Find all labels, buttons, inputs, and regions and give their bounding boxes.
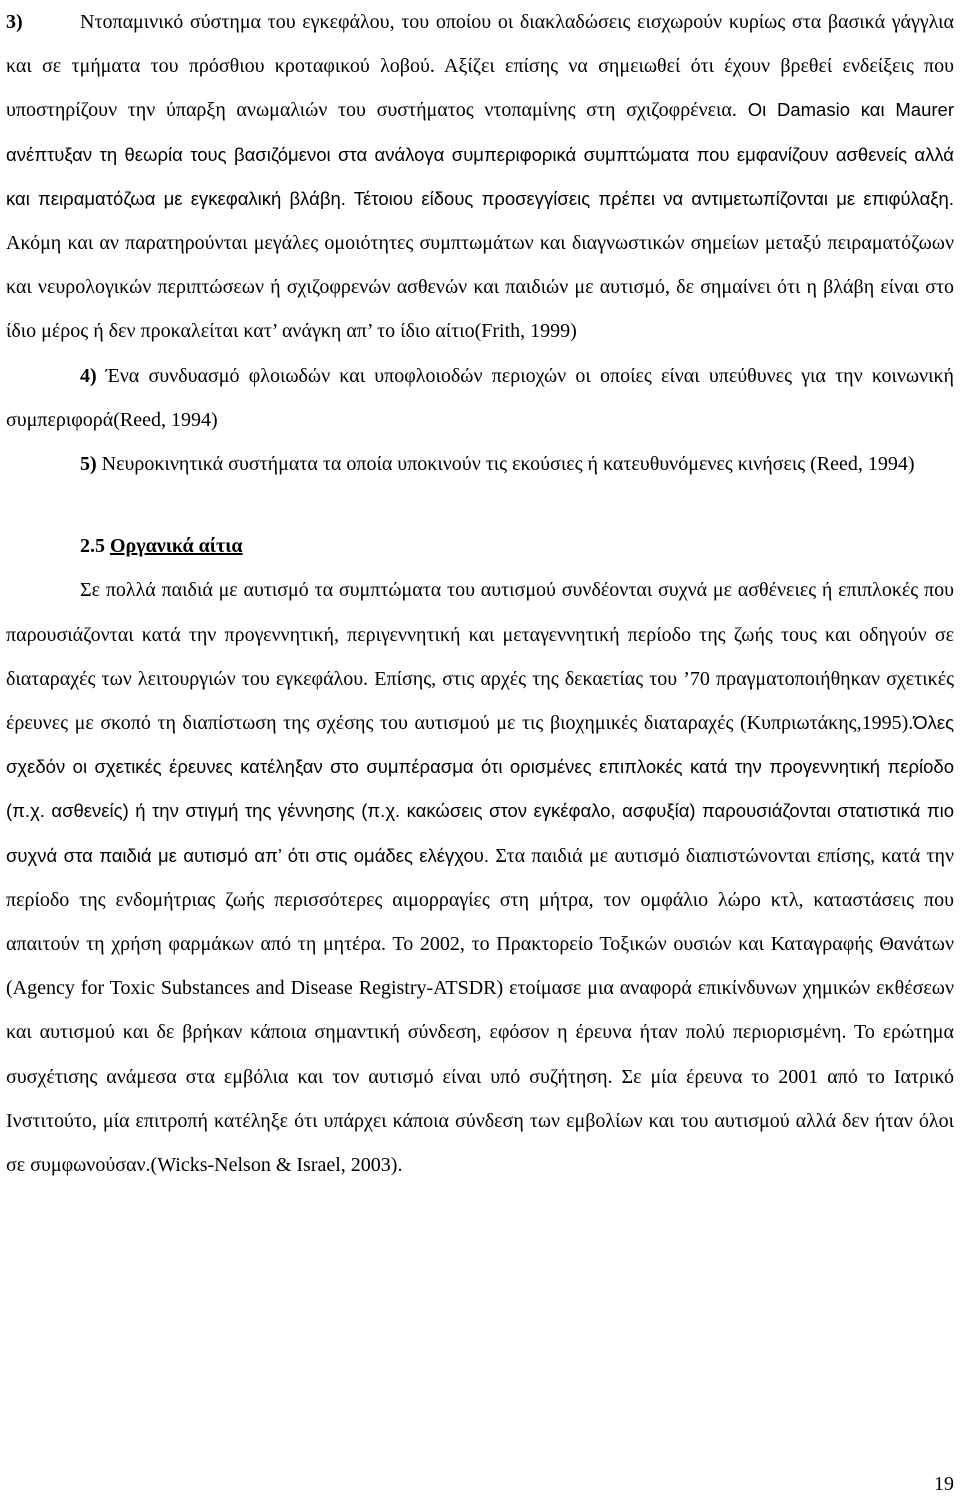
list-item-text: Ένα συνδυασμό φλοιωδών και υποφλοιοδών περιοχών οι οποίες είναι υπεύθυνες για την κοινωνική συμπεριφορά(Reed, 1994)	[6, 364, 955, 431]
list-item-text-sans: Οι Damasio και Maurer ανέπτυξαν τη θεωρία τους βασιζόμενοι στα ανάλογα συμπεριφορικά συμπτώματα που εμφανίζουν ασθενείς αλλά και πειραματόζωα με εγκεφαλική βλάβη. Τέτοιου είδους προσεγγίσεις πρέπει να αντιμετωπίζονται με επιφύλαξη.	[6, 99, 954, 209]
list-item-text: Ακόμη και αν παρατηρούνται μεγάλες ομοιότητες συμπτωμάτων και διαγνωστικών σημείων μεταξύ πειραματόζωων και νευρολογικών περιπτώσεων ή σχιζοφρενών ασθενών και παιδιών με αυτισμό, δε σημαίνει ότι η βλάβη είναι στο ίδιο μέρος ή δεν προκαλείται κατ’ ανάγκη απ’ το ίδιο αίτιο(Frith, 1999)	[6, 232, 954, 343]
body-text: Επίσης, στις αρχές της δεκαετίας του ’70 πραγματοποιήθηκαν σχετικές έρευνες με σκοπό τη διαπίστωση της σχέσης του αυτισμού με τις βιοχημικές διαταραχές (Κυπριωτάκης,1995).	[6, 667, 955, 735]
list-item-4	[6, 354, 954, 442]
body-text: Το 2002, το Πρακτορείο Τοξικών ουσιών και Καταγραφής Θανάτων (Agency for Toxic Substances and Disease Registry-ATSDR) ετοίμασε μια αναφορά επικίνδυνων χημικών εκθέσεων και αυτισμού και δε βρήκαν κάποια σημαντική σύνδεση, εφόσον η έρευνα ήταν πολύ περιορισμένη.	[6, 933, 955, 1044]
list-item-5	[6, 442, 954, 486]
body-text: Στα παιδιά με αυτισμό διαπιστώνονται επίσης, κατά την περίοδο της ενδομήτριας ζωής περισσότερες αιμορραγίες στη μήτρα, τον ομφάλιο λώρο κτλ, καταστάσεις που απαιτούν τη χρήση φαρμάκων από τη μητέρα.	[6, 844, 954, 956]
list-item-text: Ντοπαμινικό σύστημα του εγκεφάλου, του οποίου οι διακλαδώσεις εισχωρούν κυρίως στα βασικά γάγγλια και σε τμήματα του πρόσθιου κροταφικού λοβού. Αξίζει επίσης να σημειωθεί ότι έχουν βρεθεί ενδείξεις που υποστηρίζουν την ύπαρξη ανωμαλιών του συστήματος ντοπαμίνης στη σχιζοφρένεια.	[6, 11, 954, 122]
section-heading	[6, 524, 954, 568]
list-item-text: Νευροκινητικά συστήματα τα οποία υποκινούν τις εκούσιες ή κατευθυνόμενες κινήσεις (Reed, 1994)	[101, 453, 915, 476]
list-item-3	[6, 0, 954, 354]
body-text: Σε πολλά παιδιά με αυτισμό τα συμπτώματα του αυτισμού συνδέονται συχνά με ασθένειες ή επιπλοκές που παρουσιάζονται κατά την προγεννητική, περιγεννητική και μεταγεννητική περίοδο της ζωής τους και οδηγούν σε διαταραχές των λειτουργιών του εγκεφάλου.	[6, 579, 954, 690]
body-paragraph	[6, 568, 954, 1187]
section-number: 2.5	[80, 535, 105, 558]
section-title: Οργανικά αίτια	[110, 535, 243, 558]
list-number: 5)	[80, 453, 97, 476]
document-page	[6, 0, 954, 1187]
list-number: 4)	[80, 364, 97, 387]
list-number: 3)	[6, 11, 23, 33]
section-spacer	[6, 486, 954, 524]
body-text: Σε μία έρευνα το 2001 από το Ιατρικό Ινστιτούτο, μία επιτροπή κατέληξε ότι υπάρχει κάποια σύνδεση των εμβολίων και του αυτισμού αλλά δεν ήταν όλοι σε συμφωνούσαν.(Wicks-Nelson & Israel, 2003).	[6, 1065, 954, 1177]
body-text-sans: Όλες σχεδόν οι σχετικές έρευνες κατέληξαν στο συμπέρασμα ότι ορισμένες επιπλοκές κατά την προγεννητική περίοδο (π.χ. ασθενείς) ή την στιγμή της γέννησης (π.χ. κακώσεις στον εγκέφαλο, ασφυξία) παρουσιάζονται στατιστικά πιο συχνά στα παιδιά με αυτισμό απ’ ότι στις ομάδες ελέγχου.	[6, 712, 954, 866]
body-text: Το ερώτημα συσχέτισης ανάμεσα στα εμβόλια και τον αυτισμό είναι υπό συζήτηση.	[6, 1021, 955, 1088]
page-number: 19	[934, 1473, 954, 1495]
